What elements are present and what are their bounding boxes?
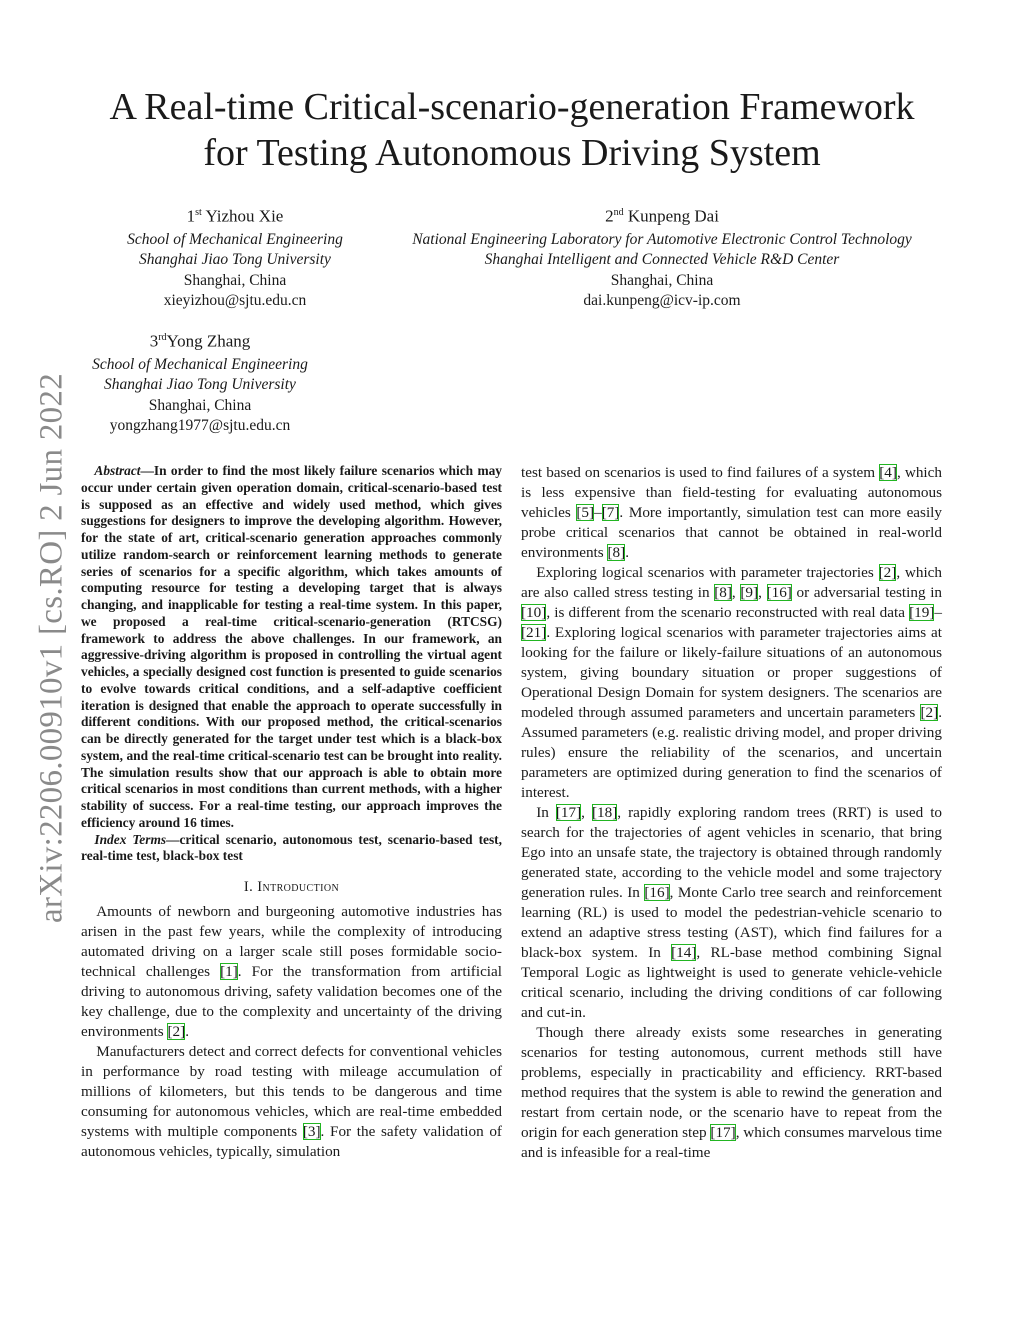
citation-link[interactable]: [21] — [521, 624, 547, 641]
index-terms-label: Index Terms — [94, 831, 167, 847]
paragraph: Manufacturers detect and correct defects for conventional vehicles in performance by road testing with mileage accumulation of millions of kilometers, but this tends to be dangerous and time consuming for autonomous vehicles, which are real-time embedded systems with multiple components [3]. For the safety validation of autonomous vehicles, typically, simulation — [81, 1043, 502, 1160]
citation-link[interactable]: [5] — [576, 504, 595, 521]
section-heading: I. Introduction — [243, 879, 340, 895]
citation-link[interactable]: [16] — [766, 584, 792, 601]
paragraph: Exploring logical scenarios with parameter trajectories [2], which are also called stress testing in [8], [9], [16] or adversarial testing in [10], is different from the scenario reconstructed with real data [19]–[21]. Exploring logical scenarios with parameter trajectories aims at looking for the failure or likely-failure situations of an autonomous system, giving boundary situation or proper suggestions of Operational Design Domain for system designers. The scenarios are modeled through assumed parameters and uncertain parameters [2]. Assumed parameters (e.g. realistic driving model, and proper driving rules) ensure the reliability of the scenarios, and uncertain parameters are optimized during generation to find the scenarios of interest. — [521, 564, 943, 801]
paragraph: Amounts of newborn and burgeoning automotive industries has arisen in the past few years, while the complexity of introducing automated driving on a larger scale still poses formidable socio-technical challenges [1]. For the transformation from artificial driving to autonomous driving, safety validation becomes one of the key challenge, due to the complexity and uncertainty of the driving environments [2]. — [81, 903, 502, 1040]
right-column — [521, 463, 942, 1163]
author-organization: Shanghai Jiao Tong University — [139, 251, 331, 269]
citation-link[interactable]: [1] — [220, 963, 238, 980]
author-name: 1st Yizhou Xie — [186, 206, 284, 226]
citation-link[interactable]: [17] — [710, 1124, 736, 1141]
citation-link[interactable]: [14] — [671, 944, 697, 961]
author-city: Shanghai, China — [183, 271, 287, 289]
citation-link[interactable]: [8] — [714, 584, 732, 601]
citation-link[interactable]: [2] — [167, 1023, 186, 1040]
author-department: School of Mechanical Engineering — [127, 230, 343, 248]
author-block-2 — [372, 202, 952, 312]
author-organization: Shanghai Intelligent and Connected Vehicle R&D Center — [484, 251, 840, 269]
abstract-text: —In order to find the most likely failure scenarios which may occur under certain given operation domain, critical-scenario-based test is supposed as an effective and widely used method, which gives suggestions for designers to improve the developing algorithm. However, for the state of art, critical-scenario generation approaches commonly utilize random-search or reinforcement learning methods to generate series of scenarios for a specific algorithm, which takes amounts of computing resource for testing a developing target that is always changing, and inapplicable for testing a real-time system. In this paper, we proposed a real-time critical-scenario-generation (RTCSG) framework to address the above challenges. In our framework, an aggressive-driving algorithm is proposed in controlling the virtual agent vehicles, a specially designed cost function is presented to guide scenarios to evolve towards critical conditions, and a self-adaptive coefficient iteration is designed that enable the approach to operate successfully in different conditions. With our proposed method, the critical-scenarios can be directly generated for the target under test which is a black-box system, and the real-time critical-scenario test can be brought into reality. The simulation results show that our approach is able to obtain more critical scenarios in most conditions than current methods, with a higher stability of success. For a real-time testing, our approach improves the efficiency around 16 times. — [81, 463, 502, 830]
citation-link[interactable]: [7] — [601, 504, 620, 521]
author-email[interactable]: dai.kunpeng@icv-ip.com — [583, 292, 741, 310]
title-line-2: for Testing Autonomous Driving System — [203, 132, 821, 174]
author-email[interactable]: xieyizhou@sjtu.edu.cn — [163, 292, 307, 310]
index-terms-text: —critical scenario, autonomous test, scenario-based test, real-time test, black-box test — [81, 831, 502, 864]
citation-link[interactable]: [16] — [644, 884, 670, 901]
index-terms — [81, 832, 502, 866]
author-name: 3rdYong Zhang — [149, 331, 251, 351]
paragraph: In [17], [18], rapidly exploring random trees (RRT) is used to search for the trajectories of agent vehicles in scenario, that bring Ego into an unsafe state, the trajectory is obtained through randomly generated state, according to the vehicle model and some trajectory generation rules. In [16], Monte Carlo tree search and reinforcement learning (RL) is used to model the pedestrian-vehicle scenario to extend an adaptive stress testing (AST), which find failures for a black-box system. In [14], RL-base method combining Signal Temporal Logic as lightweight is used to generate vehicle-vehicle critical scenario, including the driving conditions of car following and cut-in. — [521, 804, 943, 1021]
author-organization: Shanghai Jiao Tong University — [104, 376, 296, 394]
author-block-1 — [110, 202, 360, 312]
citation-link[interactable]: [4] — [879, 464, 897, 481]
citation-link[interactable]: [2] — [920, 704, 939, 721]
citation-link[interactable]: [10] — [521, 604, 547, 621]
abstract-label: Abstract — [94, 463, 141, 478]
citation-link[interactable]: [3] — [302, 1123, 321, 1140]
paragraph: test based on scenarios is used to find failures of a system [4], which is less expensive than field-testing for evaluating autonomous vehicles [5]–[7]. More importantly, simulation test can more easily probe critical scenarios that cannot be obtained in real-world environments [8]. — [521, 464, 942, 561]
author-block-3 — [75, 327, 325, 437]
citation-link[interactable]: [9] — [740, 584, 759, 601]
paragraph: Though there already exists some researches in generating scenarios for testing autonomous, current methods still have problems, especially in practicability and efficiency. RRT-based method requires that the system is able to rewind the generation and restart from certain node, or the scenario have to repeat from the origin for each generation step [17], which consumes marvelous time and is infeasible for a real-time — [521, 1024, 942, 1161]
author-city: Shanghai, China — [610, 271, 714, 289]
abstract — [81, 463, 502, 832]
author-city: Shanghai, China — [148, 396, 252, 414]
arxiv-identifier: arXiv:2206.00910v1 [cs.RO] 2 Jun 2022 — [33, 372, 70, 924]
citation-link[interactable]: [8] — [607, 544, 626, 561]
title-line-1: A Real-time Critical-scenario-generation Framework — [109, 86, 915, 128]
author-department: School of Mechanical Engineering — [92, 355, 308, 373]
paper-title — [60, 84, 964, 176]
author-email[interactable]: yongzhang1977@sjtu.edu.cn — [109, 417, 291, 435]
author-name: 2nd Kunpeng Dai — [605, 206, 719, 226]
citation-link[interactable]: [2] — [878, 564, 897, 581]
left-column — [81, 463, 502, 1162]
citation-link[interactable]: [17] — [555, 804, 582, 821]
author-department: National Engineering Laboratory for Automotive Electronic Control Technology — [412, 230, 912, 248]
citation-link[interactable]: [19] — [909, 604, 935, 621]
citation-link[interactable]: [18] — [591, 804, 618, 821]
